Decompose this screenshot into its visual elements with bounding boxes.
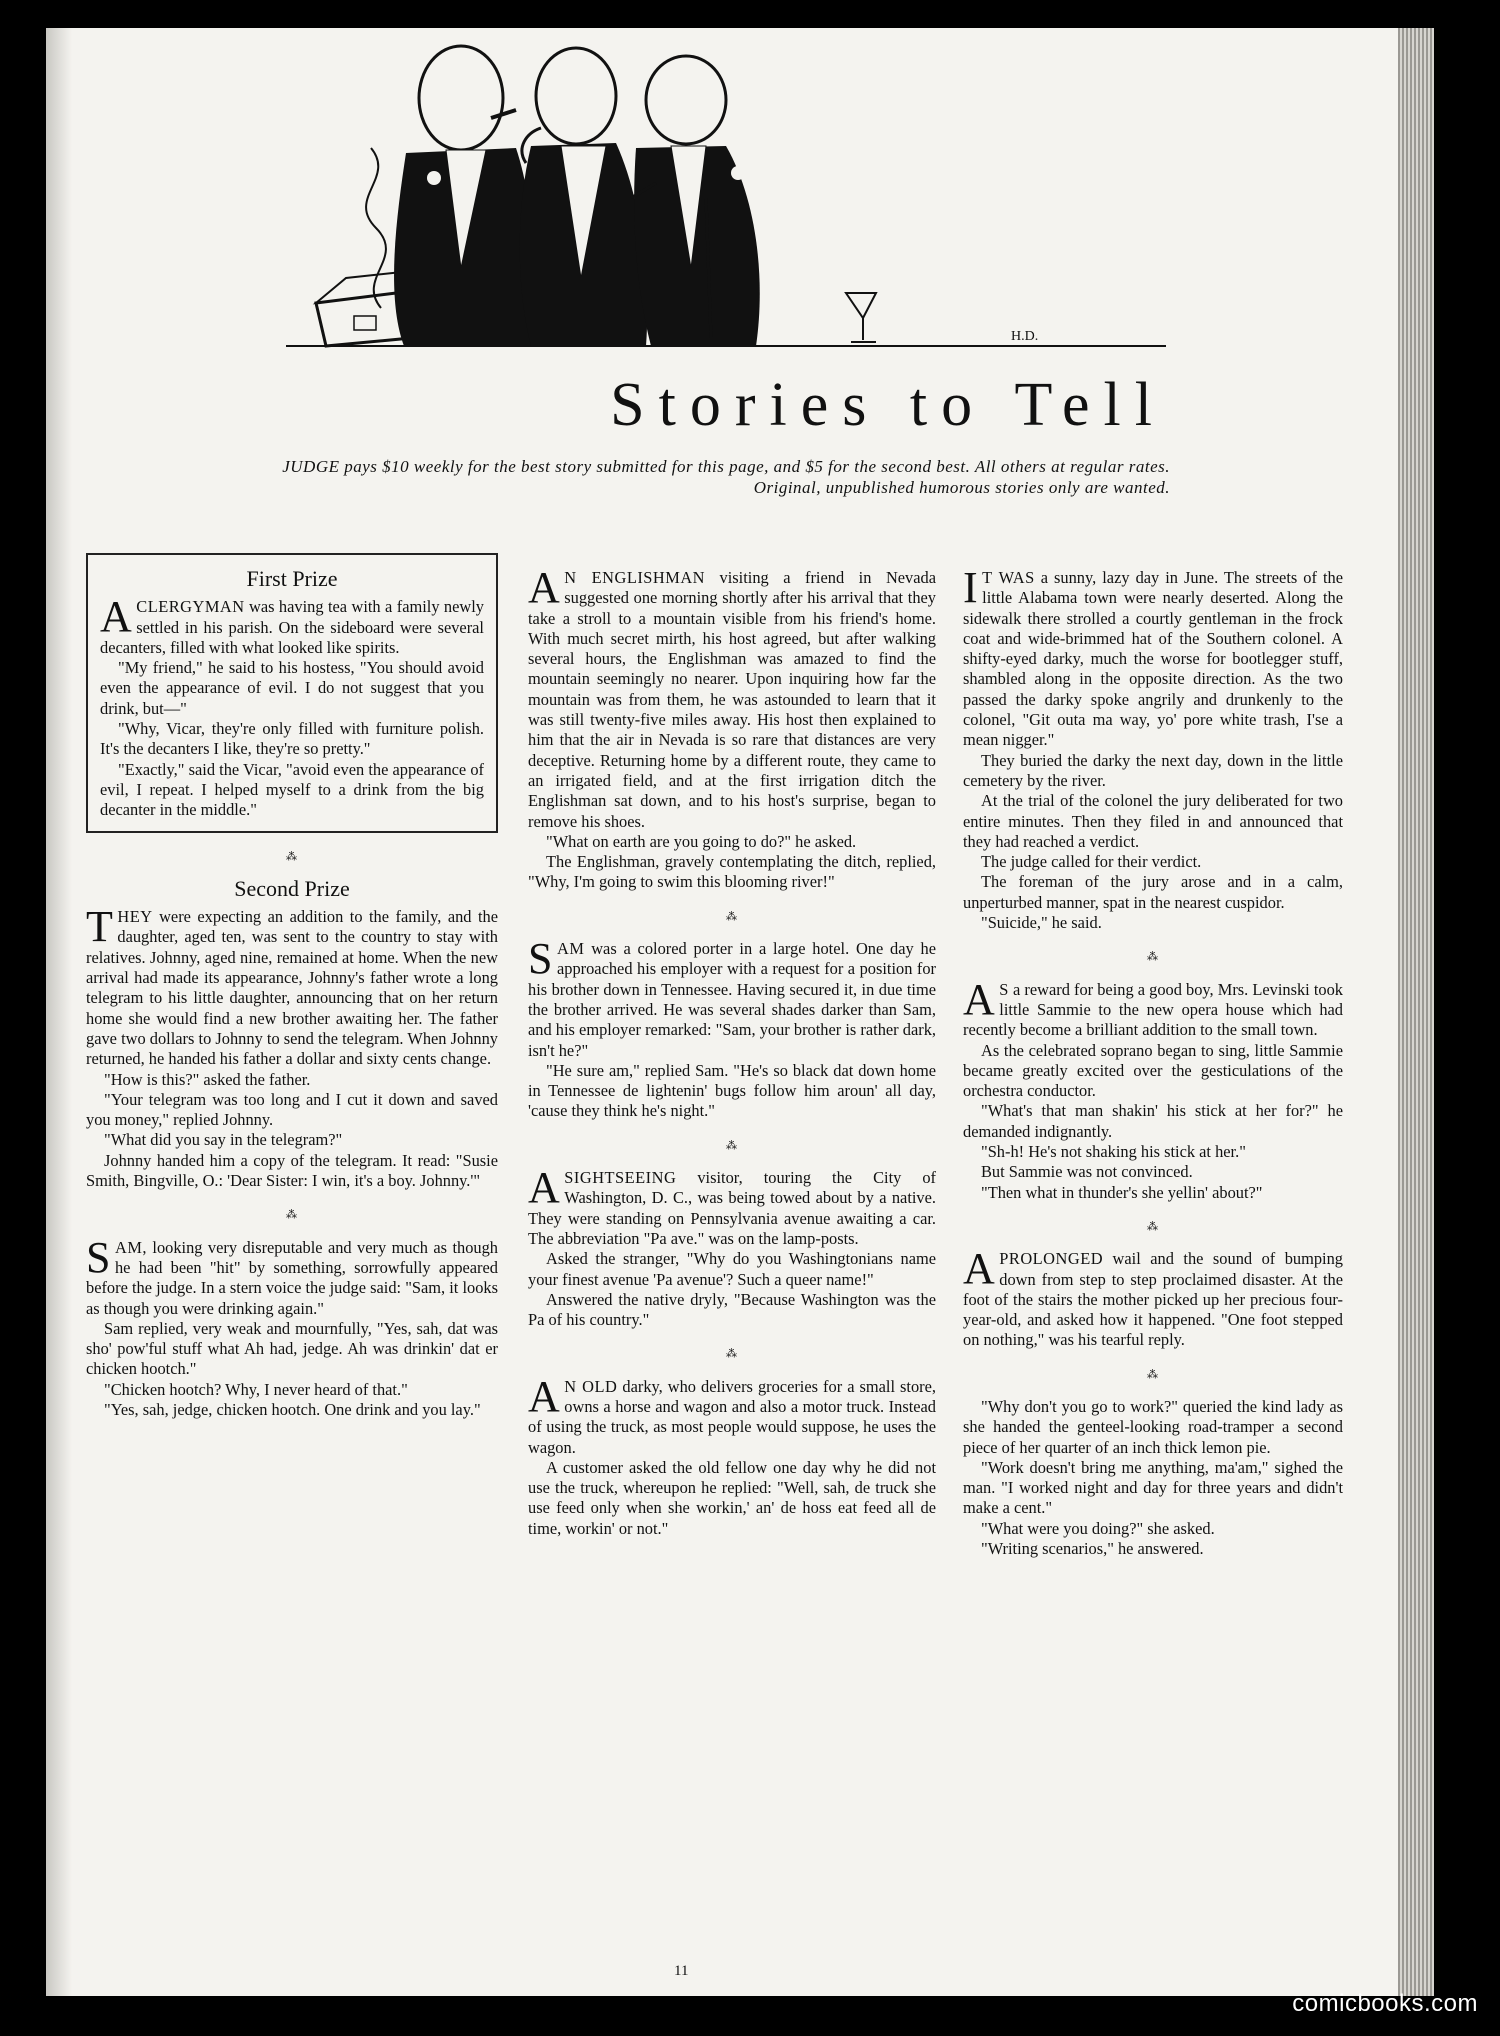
page-stack-edge — [1398, 28, 1434, 1996]
story-paragraph: SAM, looking very disreputable and very much as though he had been "hit" by something, sorrowfully appeared before the judge. In a stern voice the judge said: "Sam, it looks as though you were drinking again." — [86, 1232, 498, 1318]
story-paragraph: "Chicken hootch? Why, I never heard of that." — [104, 1379, 408, 1399]
second-prize-heading: Second Prize — [234, 875, 350, 901]
story-paragraph: IT WAS a sunny, lazy day in June. The streets of the little Alabama town were nearly deserted. Along the sidewalk there strolled a courtly gentleman in the frock coat and wide-brimmed hat of the Southern colonel. A shifty-eyed darky, much the worse for bootlegger stuff, shambled along in the opposite direction. As the two passed the darky spoke angrily and drunkenly to the colonel, "Git outa ma way, yo' pore white trash, I'se a mean nigger." — [963, 563, 1343, 750]
story-separator: ⁂ — [286, 850, 298, 863]
story-paragraph: A customer asked the old fellow one day why he did not use the truck, whereupon he replied: "Well, sah, de truck she use feed only when she workin,' an' de hoss eat feed all de time, workin' or not." — [528, 1457, 936, 1538]
story-paragraph: "What did you say in the telegram?" — [104, 1130, 343, 1150]
story-paragraph: Johnny handed him a copy of the telegram. It read: "Susie Smith, Bingville, O.: 'Dear Sister: I win, it's a boy. Johnny.'" — [86, 1150, 498, 1191]
story-paragraph: "What on earth are you going to do?" he asked. — [546, 831, 857, 851]
story-paragraph: AN ENGLISHMAN visiting a friend in Nevada suggested one morning shortly after his arrival that they take a stroll to a mountain visible from his friend's home. With much secret mirth, his host agreed, but after walking several hours, the Englishman was amazed to find the mountain seemingly no nearer. Upon inquiring how far the mountain was from them, he was astounded to learn that it was still twenty-five miles away. His host then explained to him that the air in Nevada is so rare that distances are very deceptive. Returning home by a different route, they came to an irrigated field, and at the first irrigation ditch the Englishman sat down, and to his host's surprise, began to remove his shoes. — [528, 563, 936, 831]
story-paragraph: But Sammie was not convinced. — [981, 1162, 1193, 1182]
story-paragraph: "Writing scenarios," he answered. — [981, 1539, 1204, 1559]
story-paragraph: AS a reward for being a good boy, Mrs. Levinski took little Sammie to the new opera house which had recently become a brilliant addition to the small town. — [963, 974, 1343, 1040]
page-gutter-shadow — [46, 28, 72, 1996]
story-separator: ⁂ — [286, 1209, 298, 1222]
story-paragraph: They buried the darky the next day, down in the little cemetery by the river. — [963, 750, 1343, 790]
story-separator: ⁂ — [726, 910, 738, 923]
story-paragraph: "Suicide," he said. — [981, 913, 1102, 933]
source-watermark: comicbooks.com — [1292, 1990, 1478, 2017]
story-separator: ⁂ — [1147, 951, 1159, 964]
story-paragraph: "Then what in thunder's she yellin' about?" — [981, 1182, 1263, 1202]
page-title: Stories to Tell — [610, 371, 1166, 439]
story-separator: ⁂ — [1147, 1368, 1159, 1381]
magazine-page — [46, 28, 1434, 1996]
illustration-signature: H.D. — [1011, 329, 1039, 344]
column-2 — [528, 563, 936, 1539]
story-paragraph: ASIGHTSEEING visitor, touring the City of Washington, D. C., was being towed about by a native. They were standing on Pennsylvania avenue awaiting a car. The abbreviation "Pa ave." was on the lamp-posts. — [528, 1163, 936, 1248]
story-paragraph: "Why, Vicar, they're only filled with furniture polish. It's the decanters I like, they're so pretty." — [100, 719, 484, 759]
story-paragraph: "What's that man shakin' his stick at her for?" he demanded indignantly. — [963, 1101, 1343, 1141]
story-paragraph: As the celebrated soprano began to sing, little Sammie became greatly excited over the gesticulations of the orchestra conductor. — [963, 1040, 1343, 1101]
story-paragraph: "My friend," he said to his hostess, "You should avoid even the appearance of evil. I do not suggest that you drink, but—" — [100, 658, 484, 718]
story-separator: ⁂ — [726, 1139, 738, 1152]
story-paragraph: "What were you doing?" she asked. — [981, 1518, 1215, 1538]
story-paragraph: AN OLD darky, who delivers groceries for a small store, owns a horse and wagon and also a motor truck. Instead of using the truck, as most people would suppose, he uses the wagon. — [528, 1371, 936, 1457]
story-paragraph: Answered the native dryly, "Because Washington was the Pa of his country." — [528, 1289, 936, 1330]
first-prize-heading: First Prize — [246, 566, 338, 591]
column-1 — [86, 553, 498, 1420]
story-paragraph: "Your telegram was too long and I cut it down and saved you money," replied Johnny. — [86, 1089, 498, 1130]
story-paragraph: The judge called for their verdict. — [981, 852, 1202, 872]
story-paragraph: THEY were expecting an addition to the family, and the daughter, aged ten, was sent to the country to stay with relatives. Johnny, aged nine, remained at home. When the new arrival had made its appearance, Johnny's father wrote a long telegram to his little daughter, announcing that on her return home she would find a new brother awaiting her. The father gave two dollars to Johnny to send the telegram. When Johnny returned, he handed his father a dollar and sixty cents change. — [86, 902, 498, 1069]
story-paragraph: ACLERGYMAN was having tea with a family newly settled in his parish. On the sideboard were several decanters, filled with what looked like spirits. — [100, 592, 484, 657]
story-paragraph: APROLONGED wail and the sound of bumping down from step to step proclaimed disaster. At the foot of the stairs the mother picked up her precious four-year-old, and asked how it happened. "One foot stepped on nothing," was his tearful reply. — [963, 1244, 1343, 1350]
story-paragraph: "How is this?" asked the father. — [104, 1069, 311, 1089]
story-paragraph: "He sure am," replied Sam. "He's so black dat down home in Tennessee de lightenin' bugs follow him aroun' all day, 'cause they think he's night." — [528, 1060, 936, 1121]
column-3 — [963, 563, 1343, 1559]
story-paragraph: Asked the stranger, "Why do you Washingtonians name your finest avenue 'Pa avenue'? Such a queer name!" — [528, 1249, 936, 1289]
page-subtitle: JUDGE pays $10 weekly for the best story submitted for this page, and $5 for the second best. All others at regular rates. Original, unpublished humorous stories only are wanted. — [282, 457, 1170, 497]
story-paragraph: The Englishman, gravely contemplating the ditch, replied, "Why, I'm going to swim this blooming river!" — [528, 852, 936, 892]
story-paragraph: Sam replied, very weak and mournfully, "Yes, sah, dat was sho' pow'ful stuff what Ah had, jedge. Ah was drinkin' dat er chicken hootch." — [86, 1318, 498, 1379]
story-paragraph: "Work doesn't bring me anything, ma'am," sighed the man. "I worked night and day for three years and didn't make a cent." — [963, 1457, 1343, 1518]
story-paragraph: "Why don't you go to work?" queried the kind lady as she handed the genteel-looking road-tramper a second piece of her quarter of an inch thick lemon pie. — [963, 1396, 1343, 1457]
story-separator: ⁂ — [726, 1348, 738, 1361]
story-paragraph: "Yes, sah, jedge, chicken hootch. One drink and you lay." — [104, 1399, 481, 1419]
three-gentlemen-illustration — [286, 38, 1206, 368]
story-paragraph: "Sh-h! He's not shaking his stick at her." — [981, 1142, 1246, 1162]
page-number: 11 — [674, 1963, 689, 1979]
story-paragraph: At the trial of the colonel the jury deliberated for two entire minutes. Then they filed in and announced that they had reached a verdict. — [963, 791, 1343, 851]
story-paragraph: The foreman of the jury arose and in a calm, unperturbed manner, spat in the nearest cuspidor. — [963, 872, 1343, 912]
story-separator: ⁂ — [1147, 1220, 1159, 1233]
story-paragraph: "Exactly," said the Vicar, "avoid even the appearance of evil, I repeat. I helped myself to a drink from the big decanter in the middle." — [100, 759, 484, 820]
first-prize-box — [86, 553, 498, 833]
story-paragraph: SAM was a colored porter in a large hotel. One day he approached his employer with a request for a position for his brother down in Tennessee. Having secured it, in due time the brother arrived. He was several shades darker than Sam, and his employer remarked: "Sam, your brother is rather dark, isn't he?" — [528, 934, 936, 1060]
